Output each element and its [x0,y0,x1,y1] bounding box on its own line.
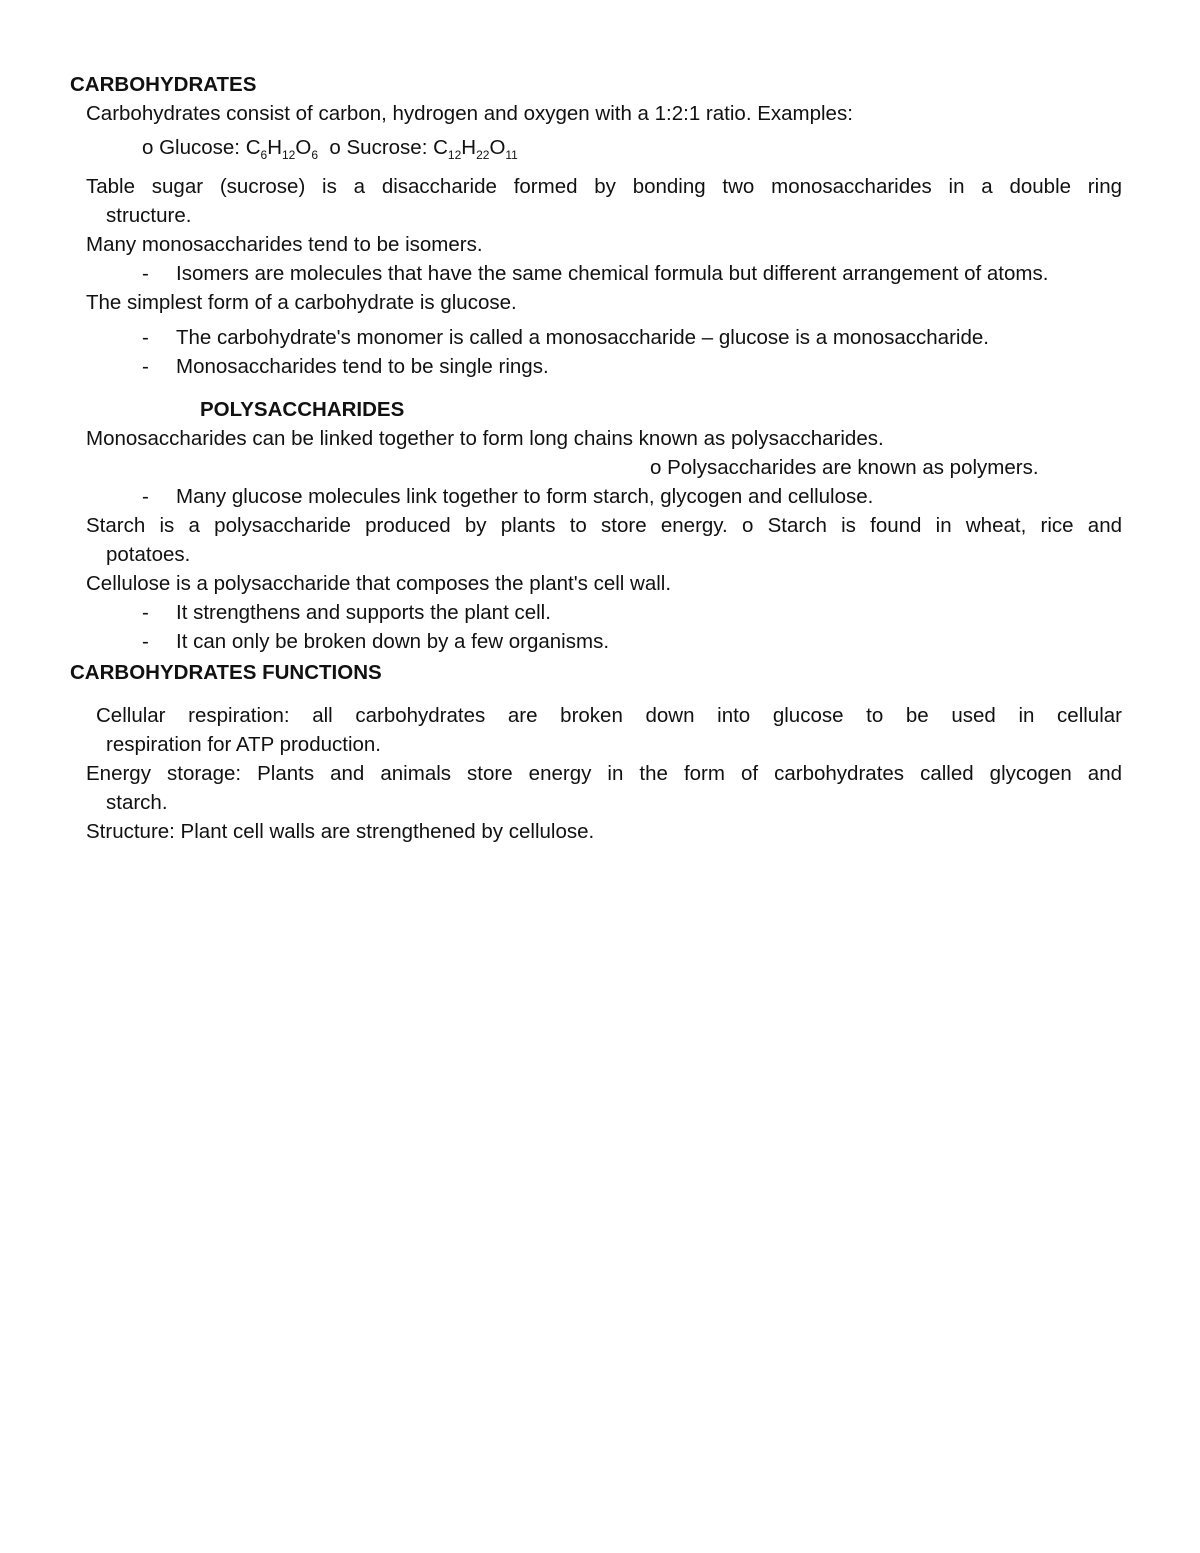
dash-glyph: - [142,485,149,508]
heading-carbohydrates: CARBOHYDRATES [70,73,257,96]
paragraph-structure: Structure: Plant cell walls are strengthened by cellulose. [86,820,595,843]
paragraph-table-sugar: Table sugar (sucrose) is a disaccharide formed by bonding two monosaccharides in a double ring [86,175,1122,198]
dash-glyph: - [142,355,149,378]
glucose-label: o Glucose: C [142,136,261,159]
sub-item-strengthens: - It strengthens and supports the plant cell. [142,598,1122,627]
polymers-line: o Polysaccharides are known as polymers. [650,456,1039,479]
sub-item-monomer: - The carbohydrate's monomer is called a monosaccharide – glucose is a monosaccharide. [142,323,1122,352]
paragraph-starch-cont: potatoes. [106,543,191,566]
dash-glyph: - [142,601,149,624]
sub-item-glucose-link: - Many glucose molecules link together to form starch, glycogen and cellulose. [142,482,1122,511]
dash-glyph: - [142,262,149,285]
paragraph-table-sugar-cont: structure. [106,204,192,227]
paragraph-cellular-respiration-cont: respiration for ATP production. [106,733,381,756]
paragraph-energy-storage: Energy storage: Plants and animals store energy in the form of carbohydrates called glycogen and [86,762,1122,785]
sucrose-label: o Sucrose: C [329,136,448,159]
paragraph-starch: Starch is a polysaccharide produced by plants to store energy. o Starch is found in wheat, rice and [86,514,1122,537]
sub-item-broken-down: - It can only be broken down by a few organisms. [142,627,1122,656]
heading-carbohydrates-functions: CARBOHYDRATES FUNCTIONS [70,661,382,684]
paragraph-isomers: Many monosaccharides tend to be isomers. [86,233,483,256]
sub-item-single-rings: - Monosaccharides tend to be single rings. [142,352,1122,381]
paragraph-simplest-form: The simplest form of a carbohydrate is glucose. [86,291,517,314]
paragraph-cellular-respiration: Cellular respiration: all carbohydrates are broken down into glucose to be used in cellular [96,704,1122,727]
paragraph-composition: Carbohydrates consist of carbon, hydrogen and oxygen with a 1:2:1 ratio. Examples: [86,102,853,125]
sub-item-isomers-definition: - Isomers are molecules that have the same chemical formula but different arrangement of atoms. [142,259,1122,288]
dash-glyph: - [142,326,149,349]
document-body [70,70,1122,846]
paragraph-energy-storage-cont: starch. [106,791,168,814]
formula-examples: o Glucose: $C_6H_{12}O_6$ o Sucrose: $C_{12}H_{22}O_{11}$ [142,136,518,162]
heading-polysaccharides: POLYSACCHARIDES [200,398,405,421]
functions-list [70,701,1122,846]
paragraph-cellulose: Cellulose is a polysaccharide that composes the plant's cell wall. [86,572,672,595]
paragraph-polysaccharides-chains: Monosaccharides can be linked together to form long chains known as polysaccharides. [86,427,884,450]
dash-glyph: - [142,630,149,653]
